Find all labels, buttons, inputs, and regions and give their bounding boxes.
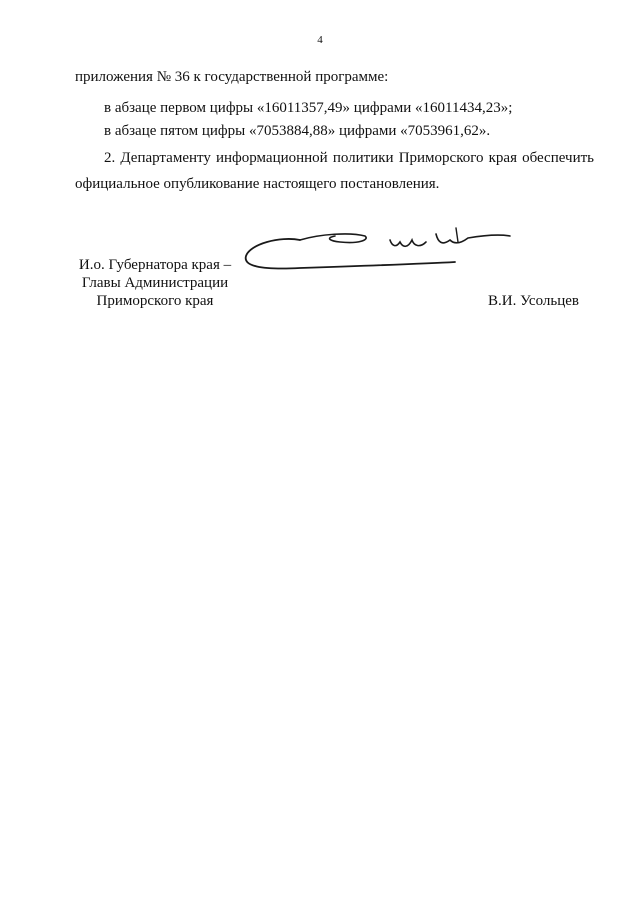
signatory-name: В.И. Усольцев: [488, 293, 579, 309]
text-line-appendix: приложения № 36 к государственной программе:: [75, 69, 389, 85]
signatory-title-line: Приморского края: [96, 293, 214, 309]
handwritten-signature: [240, 222, 520, 282]
signatory-title: [70, 256, 240, 310]
text-line-publication: официальное опубликование настоящего постановления.: [75, 176, 440, 192]
signatory-title-line: Главы Администрации: [81, 275, 229, 291]
page-number: 4: [317, 34, 323, 46]
text-line-paragraph-first: в абзаце первом цифры «16011357,49» цифрами «16011434,23»;: [104, 100, 513, 116]
text-line-department: 2. Департаменту информационной политики Приморского края обеспечить: [104, 150, 594, 166]
signatory-title-line: И.о. Губернатора края –: [78, 257, 232, 273]
text-line-paragraph-fifth: в абзаце пятом цифры «7053884,88» цифрами «7053961,62».: [104, 123, 491, 139]
